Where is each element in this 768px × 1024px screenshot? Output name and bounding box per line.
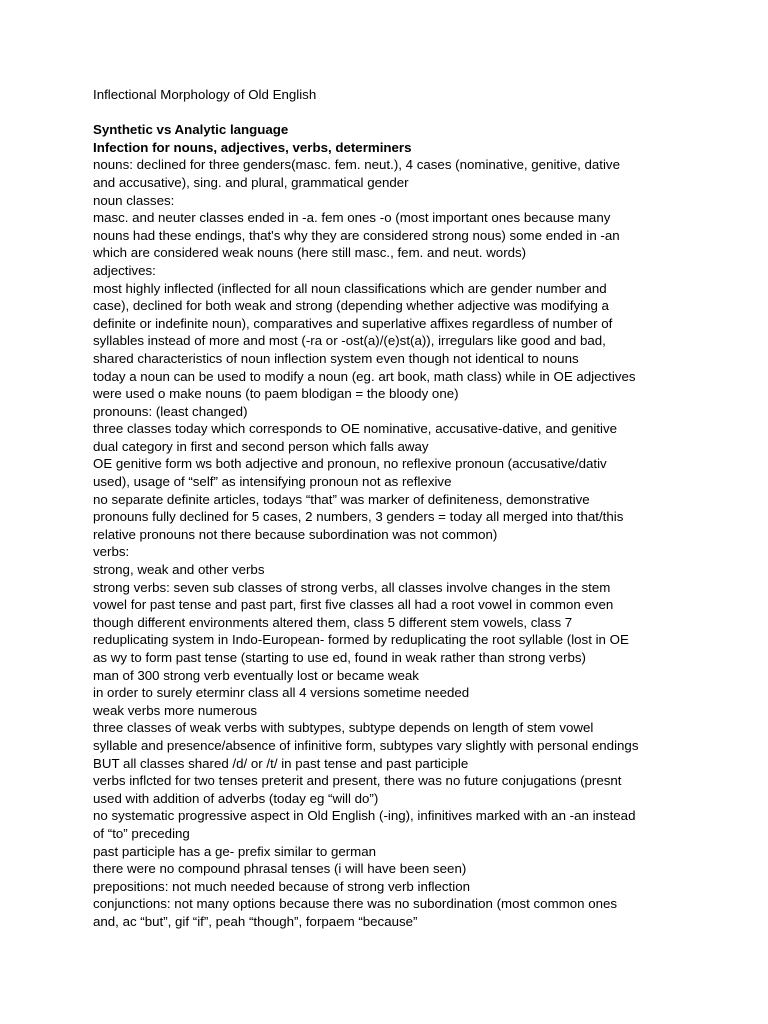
body-line: OE genitive form ws both adjective and pronoun, no reflexive pronoun (accusative/dativ [93, 456, 607, 472]
body-line: adjectives: [93, 262, 156, 278]
body-line: syllable and presence/absence of infinitive form, subtypes vary slightly with personal endings [93, 737, 639, 753]
body-line: no systematic progressive aspect in Old English (-ing), infinitives marked with an -an instead [93, 808, 636, 824]
body-line: were used o make nouns (to paem blodigan = the bloody one) [93, 386, 459, 402]
body-line: nouns had these endings, that's why they are considered strong nous) some ended in -an [93, 227, 620, 243]
body-line: syllables instead of more and most (-ra or -ost(a)/(e)st(a)), irregulars like good and bad, [93, 333, 606, 349]
body-line: shared characteristics of noun inflection system even though not identical to nouns [93, 350, 579, 366]
body-line: noun classes: [93, 192, 175, 208]
body-line: past participle has a ge- prefix similar to german [93, 843, 377, 859]
body-line: in order to surely eterminr class all 4 versions sometime needed [93, 685, 470, 701]
body-line: most highly inflected (inflected for all noun classifications which are gender number and [93, 280, 607, 296]
body-line: of “to” preceding [93, 825, 190, 841]
body-line: conjunctions: not many options because there was no subordination (most common ones [93, 896, 618, 912]
body-line: prepositions: not much needed because of strong verb inflection [93, 878, 470, 894]
body-line: reduplicating system in Indo-European- formed by reduplicating the root syllable (lost in OE [93, 632, 629, 648]
body-line: as wy to form past tense (starting to use ed, found in weak rather than strong verbs) [93, 650, 586, 665]
document-title: Inflectional Morphology of Old English [93, 87, 317, 102]
body-line: verbs: [93, 544, 130, 560]
body-line: strong, weak and other verbs [93, 562, 265, 578]
body-line: man of 300 strong verb eventually lost or became weak [93, 667, 419, 683]
body-line: relative pronouns not there because subordination was not common) [93, 526, 498, 542]
body-line: used with addition of adverbs (today eg “will do”) [93, 790, 379, 806]
body-line: BUT all classes shared /d/ or /t/ in past tense and past participle [93, 755, 469, 771]
body-line: definite or indefinite noun), comparatives and superlative affixes regardless of number of [93, 315, 613, 331]
body-line: and accusative), sing. and plural, grammatical gender [93, 174, 409, 190]
body-line: three classes today which corresponds to OE nominative, accusative-dative, and genitive [93, 421, 618, 437]
body-line: case), declined for both weak and strong (depending whether adjective was modifying a [93, 298, 609, 314]
body-line: there were no compound phrasal tenses (i will have been seen) [93, 861, 467, 877]
body-line: pronouns fully declined for 5 cases, 2 numbers, 3 genders = today all merged into that/this [93, 509, 624, 525]
body-line: which are considered weak nouns (here still masc., fem. and neut. words) [93, 245, 527, 261]
document-body [93, 86, 693, 931]
body-line: vowel for past tense and past part, first five classes all had a root vowel in common even [93, 597, 614, 613]
body-text [93, 156, 693, 930]
section-heading-inflection: Infection for nouns, adjectives, verbs, determiners [93, 139, 412, 155]
body-line: pronouns: (least changed) [93, 403, 248, 419]
body-line: dual category in first and second person which falls away [93, 438, 429, 454]
body-line: though different environments altered them, class 5 different stem vowels, class 7 [93, 614, 573, 630]
body-line: and, ac “but”, gif “if”, peah “though”, forpaem “because” [93, 913, 418, 929]
body-line: nouns: declined for three genders(masc. fem. neut.), 4 cases (nominative, genitive, dative [93, 157, 620, 173]
body-line: used), usage of “self” as intensifying pronoun not as reflexive [93, 474, 452, 490]
body-line: masc. and neuter classes ended in -a. fem ones -o (most important ones because many [93, 210, 611, 226]
body-line: verbs inflcted for two tenses preterit and present, there was no future conjugations (presnt [93, 773, 622, 789]
body-line: strong verbs: seven sub classes of strong verbs, all classes involve changes in the stem [93, 579, 611, 595]
section-heading-synthetic-analytic: Synthetic vs Analytic language [93, 122, 289, 138]
body-line: no separate definite articles, todays “that” was marker of definiteness, demonstrative [93, 491, 590, 507]
body-line: weak verbs more numerous [93, 702, 258, 718]
body-line: today a noun can be used to modify a noun (eg. art book, math class) while in OE adjectives [93, 368, 636, 384]
body-line: three classes of weak verbs with subtypes, subtype depends on length of stem vowel [93, 720, 594, 736]
blank-line [93, 104, 693, 122]
